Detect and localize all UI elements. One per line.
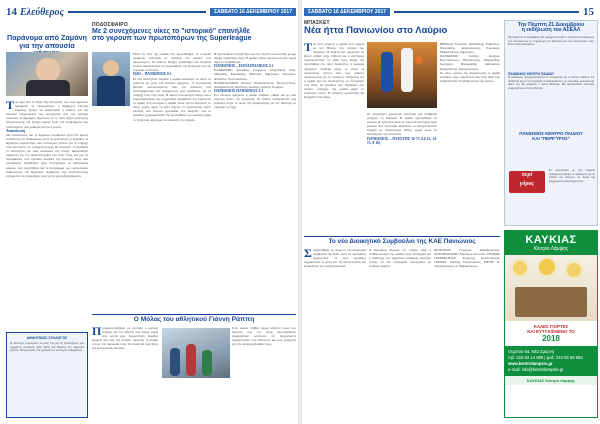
basketball-score: ΠΑΝΙΩΝΙΟΣ – ΘΥΕΣΤΗΣ 52-72 (14-21, 14-13, 8-16) <box>367 136 437 145</box>
runner3 <box>202 350 212 376</box>
ball <box>415 56 423 64</box>
side-title: Την Πέμπτη 21 Δεκεμβρίου η εκδήλωση του ΑΣΕΑΛ <box>517 22 585 34</box>
board-column3: ΠΡΟΕΔΡΟΣ: Γεώργιος Παπαδόπουλος. ΑΝΤΙΠΡΟΕΔΡΟΣ: Νικόλαος Αντωνίου. ΓΕΝΙΚΟΣ ΓΡΑΜΜΑΤΕΑΣ: Δημήτρης Κωστόπουλος. ΤΑΜΙΑΣ: Ιωάννης Σπυρόπουλος. ΜΕΛΗ: Κ. Λαμπρόπουλος, Α. Μαρκόπουλος. <box>434 248 500 269</box>
article2-column2: Η προσπάθεια συνεχίστηκε και την επόμενη αγωνιστική με μια ακόμη σημαντική νίκη. Η ομάδα μπήκε δυνατά και από νωρίς πήρε το προβάδισμα. ΠΑΝΙΩΝΙΟΣ – ΠΑΝΑΙΤΩΛΙΚΟΣ 2-1 ΠΑΝΙΩΝΙΟΣ: Δουνάβης, Γεωργίου, Αλεξανδρής, Σάλι, Μαυρίδης, Κυριακίδης, Μπαλλάς, Δημητρίου, Νικολάου, Αντωνίου, Χριστοδούλου. ΠΑΝΑΙΤΩΛΙΚΟΣ: Κάππος, Παπαδόπουλος, Κωνσταντίνου, Λαμπρόπουλος, Φιλίππου, Ιωάννου, Δανιήλ, Σταύρου. ΠΑΝΙΩΝΙΟΣ ΠΑΝΙΩΝΙΟΣ 2-1 Στο δεύτερο ημίχρονο η ομάδα ανέβασε ρυθμό και με δύο τέρματα έκανε την ανατροπή. Οι οπαδοί πανηγύρισαν στις κερκίδες μέχρι το τέλος της αναμέτρησης με τον διαιτητή να σφυρίζει τη λήξη. <box>214 52 296 110</box>
ad-contact <box>505 346 597 376</box>
board-column2: Ο Πρόεδρος δήλωσε ότι στόχος είναι η σταθεροποίηση της ομάδας στην κατηγορία και η ανάπτυξη των τμημάτων υποδομής. Ανέφερε επίσης ότι θα επιδιωχθεί συνεργασία με τοπικούς φορείς. <box>369 248 431 269</box>
ad-photo <box>505 255 597 321</box>
left-page-header <box>6 6 296 18</box>
article3-title: Ο Μόλας του αθλητικού Γιάννη Ράππη <box>133 316 255 323</box>
basketball-kicker: ΜΠΑΣΚΕΤ <box>304 20 330 26</box>
board-header <box>304 236 500 246</box>
side-box-title: ΠΑΝΙΩΝΙΟΣ ΚΕΝΤΡΟ ΠΑΙΔΙΟΥ ΚΑΙ "ΠΕΡΙΓΥΡΟΣ" <box>519 130 583 141</box>
article3-column1: Πραγματοποιήθηκε με επιτυχία ο αγώνας μνήμης για τον αθλητή που έφυγε νωρίς από κοντά μας. Συμμετείχαν δεκάδες δρομείς από όλη την Αττική, τιμώντας τη μνήμη του με την παρουσία τους. Τα έσοδα θα διατεθούν για κοινωφελείς σκοπούς. <box>92 326 158 351</box>
header-rule <box>68 11 206 13</box>
ad-brand: ΚΑΥΚΙΑΣ <box>525 234 577 246</box>
club-box-title: ΑΘΛΗΤΙΚΟΣ ΣΥΛΛΟΓΟΣ <box>26 336 68 340</box>
ad-web[interactable]: www.kentrolampsis.gr <box>508 361 553 366</box>
club-info-box <box>6 332 88 418</box>
side-column <box>504 20 598 226</box>
person-face <box>36 58 60 82</box>
ad-email[interactable]: e-mail: info@kentrolampsis.gr <box>508 367 564 372</box>
page-date: ΣΑΒΒΑΤΟ 16 ΔΕΚΕΜΒΡΙΟΥ 2017 <box>304 8 390 16</box>
left-page <box>0 0 298 424</box>
runner2 <box>186 344 196 376</box>
kaykias-ad <box>504 230 598 418</box>
article3-photo <box>162 328 230 378</box>
ad-greeting: ΚΑΛΕΣ ΓΙΟΡΤΕΣ ΚΑΙ ΕΥΤΥΧΙΣΜΕΝΟ ΤΟ 2018 <box>505 321 597 346</box>
page-number: 15 <box>583 6 594 18</box>
article2-title-line2: στο γκρουπ των πρωτοπόρων της Superleague <box>92 35 252 43</box>
right-page-header <box>304 6 594 18</box>
article2-kicker: ΠΟΔΟΣΦΑΙΡΟ <box>92 22 128 28</box>
person-body <box>26 80 70 96</box>
side-bold-lead: ΠΑΝΙΩΝΙΟΣ ΚΕΝΤΡΟ ΠΑΙΔΙΟΥ <box>508 71 555 76</box>
basketball-column2: Οι γηπεδούχοι ξεκίνησαν καλύτερα και ανέβασαν γρήγορα τη διαφορά. Η ομάδα προσπάθησε να μειώσει με τρίποντα αλλά τα ποσοστά ευστοχίας ήταν χαμηλά. Στο τελευταίο δεκάλεπτο οι φιλοξενούμενοι έπαιξαν με περισσότερο πάθος, χωρίς όμως να καταφέρουν την ανατροπή. ΠΑΝΙΩΝΙΟΣ – ΘΥΕΣΤΗΣ 52-72 (14-21, 14-13, 8-16) <box>367 112 437 145</box>
ad-phone: τηλ: 210 93 14 588 | φαξ: 210 93 59 558 <box>508 355 583 360</box>
showroom <box>515 287 587 317</box>
board-column1: Συγκροτήθηκε σε σώμα το νέο διοικητικό συμβούλιο της ΚΑΕ, μετά τις πρόσφατες αρχαιρεσίες. Ο νέος πρόεδρος ευχαρίστησε τα μέλη για την εμπιστοσύνη και δεσμεύτηκε για σκληρή δουλειά. <box>304 248 366 269</box>
side-intro: Την Πέμπτη 21 Δεκεμβρίου θα πραγματοποιηθεί η εορταστική εκδήλωση του συλλόγου με τη συμμετοχή των αθλητών και των οικογενειών τους. Όλοι είναι καλεσμένοι. <box>508 35 594 47</box>
article1-body: Την ώρα που το θέμα της ανέγερσης του νέου σχολείου παραμένει σε εκκρεμότητα, ο δήμαρχος Γιάννης Ζαμάνης ζήτησε να διερευνηθεί η ευθύνη για την απουσία εκπροσώπων του υπουργείου από την κρίσιμη σύσκεψη. Ο δήμαρχος σημείωσε ότι η πόλη αξίζει καλύτερης αντιμετώπισης και ζήτησε άμεση λύση στα προβλήματα που ταλαιπωρούν τους μαθητές και τους γονείς. Ανακοίνωση Με ανακοίνωσή του το δημοτικό συμβούλιο ζητά την άμεση επίσπευση των διαδικασιών ώστε να ξεκινήσουν οι εργασίες. Ο δήμαρχος ευχαρίστησε τους συλλόγους γονέων για τη στήριξή τους και τόνισε ότι η δημοτική αρχή θα συνεχίσει να διεκδικεί τα αυτονόητα για τους κατοίκους της πόλης. Ακολούθησε συζήτηση για τον προϋπολογισμό του νέου έτους και για τις παρεμβάσεις στις σχολικές μονάδες της περιοχής. Στην ίδια συνεδρίαση εγκρίθηκαν έργα συντήρησης σε αθλητικούς χώρους, ενώ συζητήθηκε και το πρόγραμμα των εορταστικών εκδηλώσεων. Οι δημοτικοί σύμβουλοι της αντιπολίτευσης εξέφρασαν τις επιφυλάξεις τους για τα χρονοδιαγράμματα. <box>6 100 88 178</box>
article1-title: Παράνομα από Ζαμάνη για την απουσία <box>7 33 87 50</box>
ad-subtitle: Κέντρο Λάμψης <box>533 246 569 252</box>
page-date: ΣΑΒΒΑΤΟ 16 ΔΕΚΕΜΒΡΙΟΥ 2017 <box>210 8 296 16</box>
paper-name: Ελεύθερος <box>20 6 65 18</box>
player2 <box>401 48 413 92</box>
basketball-title: Νέα ήττα Πανιωνίου στο Λαύριο <box>304 25 448 36</box>
article2-photo <box>92 52 130 106</box>
article3-header <box>92 314 296 324</box>
article2-title-line1: Με 2 συνεχόμενες νίκες το "ιστορικό" επανήλθε <box>92 28 250 35</box>
basketball-header <box>304 20 500 36</box>
coach-jacket <box>97 76 125 106</box>
player1 <box>381 52 393 92</box>
coach-face <box>103 60 119 76</box>
ad-footer: ΚΑΥΚΙΑΣ Κέντρο Λάμψης <box>505 376 597 385</box>
side-body: Η εκδήλωση πραγματοποιείται σε συνεργασία με το κέντρο παιδιού. Τα παιδιά θα έχουν την ευκαιρία να διασκεδάσουν με παιχνίδια, μουσική και δώρα που θα μοιράσει ο Άγιος Βασίλης. Θα ακολουθήσει απονομή αναμνηστικών στους αθλητές. <box>508 75 594 91</box>
header-rule <box>394 11 579 13</box>
right-page <box>302 0 600 424</box>
article2-header <box>92 22 296 43</box>
basketball-column3: ΘΗΣΕΑΣ: Γεωργίου, Παπαδάκης, Σταματίου, Νικολαΐδης, Ανδρεόπουλος, Κυριακού, Μαρκόπουλος, Δημητρίου. ΠΑΝΙΩΝΙΟΣ: Χατζής, Αλεξίου, Κωνσταντίνου, Πετρόπουλος, Μιχαηλίδης, Σωτηρίου, Θεοδωρίδης, Αθανασίου, Καραγιάννης, Λαμπρόπουλος. Σε άλλο αγώνα της διοργάνωσης η ομάδα νεανίδων πήρε σημαντική νίκη στην έδρα της, ανεβαίνοντας στη βαθμολογία του ομίλου. <box>440 42 500 83</box>
lamp3 <box>567 263 581 277</box>
ad-address: Ουμπου 54, Νέα Σμύρνη <box>508 349 555 354</box>
club-box-text: Ο σύλλογος ενημερώνει τα μέλη του για τις προπονήσεις των τμημάτων υποδομής κάθε Τρίτη και Πέμπτη στο δημοτικό γήπεδο. Πληροφορίες στα γραφεία του συλλόγου καθημερινά. <box>10 342 84 353</box>
lamp2 <box>539 259 555 275</box>
runner1 <box>170 348 180 376</box>
basketball-column1: Την ήττα γνώρισε η ομάδα στον αγώνα με τον Θησέα, στο γήπεδο του Λαυρίου. Οι παίκτες δεν μπόρεσαν να βρουν ρυθμό στην επίθεση και ο αντίπαλος εκμεταλλεύτηκε τα λάθη τους. Παρά την προσπάθεια στο τρίτο δεκάλεπτο, η διαφορά παρέμεινε σταθερή μέχρι το τέλος. Ο προπονητής ζήτησε από τους παίκτες συγκέντρωση για τη συνέχεια, τονίζοντας ότι η ομάδα έχει τις δυνατότητες να επιστρέψει στις νίκες. Οι φίλαθλοι που ταξίδεψαν στο Λαύριο στήριξαν την ομάδα μέχρι το τελευταίο λεπτό. Η επόμενη αγωνιστική θα διεξαχθεί στην έδρα. <box>304 42 364 100</box>
side-box-body: Σε συνεργασία με την εταιρεία πραγματοποιήθηκε η εκδήλωση για τα παιδιά του κέντρου, με δώρα και ψυχαγωγικές δραστηριότητες. <box>549 169 595 184</box>
board-title: Το νέο Διοικητικό Συμβούλιο της ΚΑΕ Πανιώνιος <box>328 238 476 245</box>
basketball-photo <box>367 42 437 108</box>
article1-photo <box>6 52 88 96</box>
page-number: 14 <box>6 6 17 18</box>
ad-banner <box>505 231 597 255</box>
perigyros-logo: περί γύρος <box>509 171 545 193</box>
lamp1 <box>513 261 527 275</box>
article2-column1: Μετά τη νίκη της ομάδας στο πρωτάθλημα, το ιστορικό σωματείο επανήλθε με επιτυχία στο γκρουπ των πρωτοπόρων. Οι παίκτες έδειξαν χαρακτήρα και ενωμένη εικόνα, δικαιώνοντας τις προσπάθειες της διοίκησης και του τεχνικού επιτελείου. ΠΑΟ – ΠΑΝΙΩΝΙΟΣ 0-1 Σε ένα απαιτητικό παιχνίδι η ομάδα κατάφερε να πάρει το τρίποντο με γκολ στο δεύτερο ημίχρονο. Ο προπονητής δήλωσε ικανοποιημένος από την απόδοση των ποδοσφαιριστών και ευχαρίστησε τους φιλάθλους για τη στήριξή τους στην έδρα. Η άμυνα λειτούργησε άψογα και ο τερματοφύλακας είχε σημαντικές επεμβάσεις που κράτησαν το μηδέν. Στη συνέχεια η ομάδα πίεσε για να διευρύνει το σκορ, χωρίς όμως να βρει δίχτυα. Ο προπονητής έκανε αλλαγές που έδωσαν φρεσκάδα στο παιχνίδι, ενώ οι φίλαθλοι χειροκρότησαν την προσπάθεια των παικτών μέχρι το τελευταίο σφύριγμα του διαιτητή στο γήπεδο. <box>133 52 211 122</box>
article3-column2: Στον αγώνα έλαβαν μέρος αθλητές όλων των ηλικιών, ενώ στο τέλος απονεμήθηκαν αναμνηστικά μετάλλια. Οι διοργανωτές ευχαρίστησαν τους εθελοντές και τους χορηγούς για την πολύτιμη βοήθειά τους. <box>232 326 296 347</box>
